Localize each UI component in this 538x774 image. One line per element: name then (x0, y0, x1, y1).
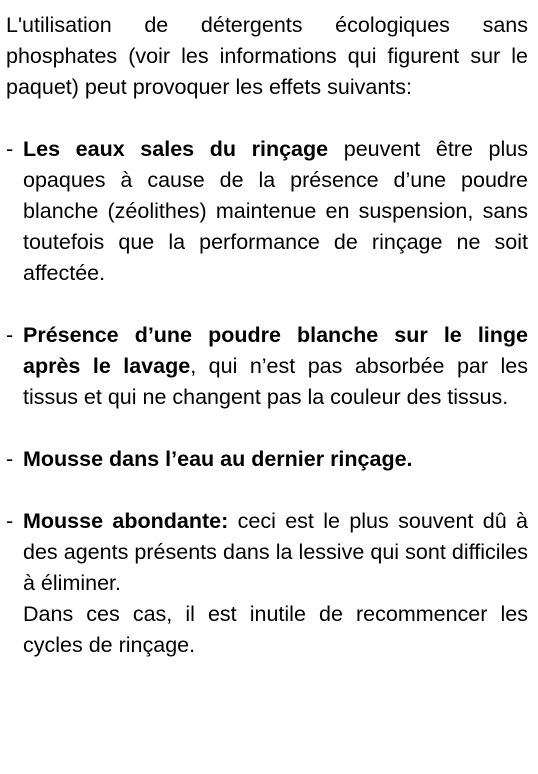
item-text: peuvent être plus opaques à cause de la présence d’une poudre blanche (zéolithes) maintenue en suspension, sans toutefois que la performance de rinçage ne soit affectée. (23, 137, 528, 285)
item-heading: Les eaux sales du rinçage (23, 137, 329, 161)
list-item (6, 444, 528, 475)
intro-paragraph: L'utilisation de détergents écologiques sans phosphates (voir les informations qui figurent sur le paquet) peut provoquer les effets suivants: (6, 13, 528, 99)
item-note: Dans ces cas, il est inutile de recommencer les cycles de rinçage. (23, 602, 528, 657)
bullet-dash: - (6, 509, 14, 533)
item-text: ceci est le plus souvent dû à des agents présents dans la lessive qui sont difficiles à éliminer. (23, 509, 528, 595)
item-body (23, 444, 528, 475)
item-text: , qui n’est pas absorbée par les tissus et qui ne changent pas la couleur des tissus. (23, 354, 529, 409)
list-item (6, 506, 528, 661)
item-body (23, 134, 528, 289)
list-item (6, 320, 528, 413)
item-body (23, 320, 528, 413)
bullet-dash: - (6, 447, 14, 471)
item-heading: Présence d’une poudre blanche sur le linge après le lavage (23, 323, 528, 378)
bullet-dash: - (6, 137, 14, 161)
bullet-dash: - (6, 323, 14, 347)
document-page (6, 10, 528, 692)
item-heading: Mousse abondante: (23, 509, 229, 533)
item-heading: Mousse dans l’eau au dernier rinçage. (23, 447, 413, 471)
item-body (23, 506, 528, 661)
effects-list (6, 134, 528, 661)
list-item (6, 134, 528, 289)
